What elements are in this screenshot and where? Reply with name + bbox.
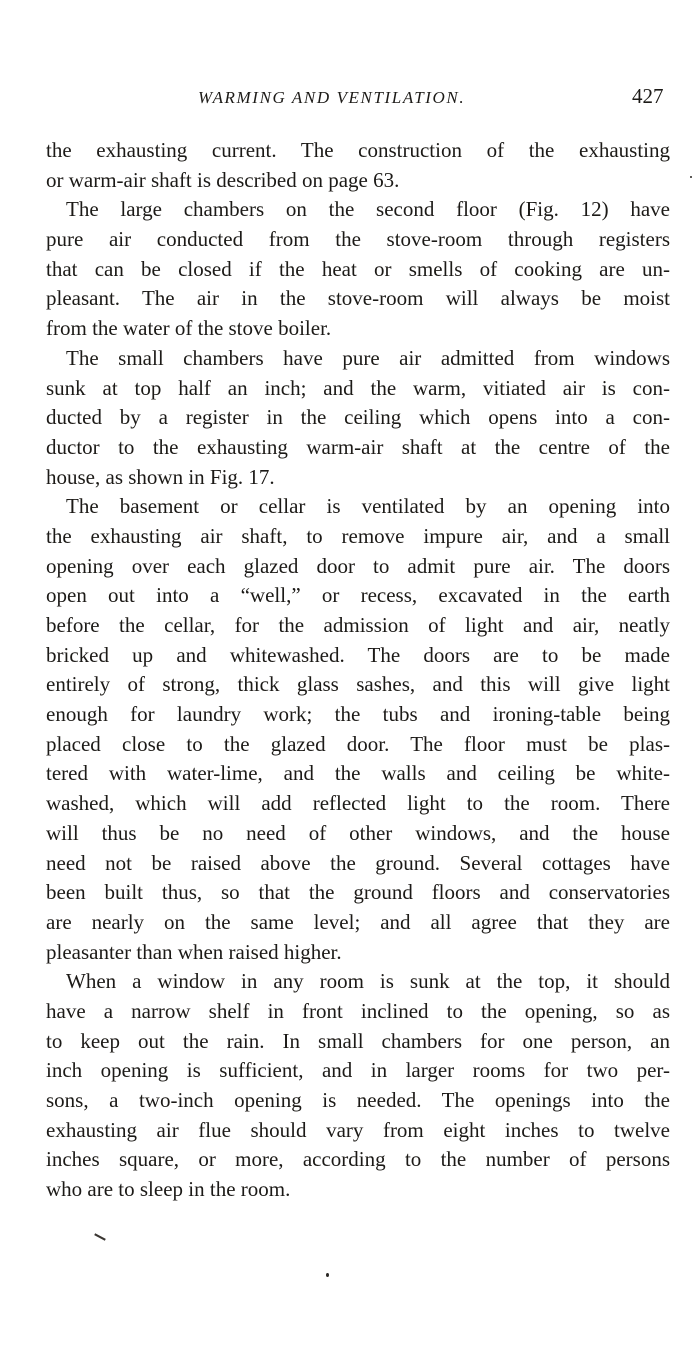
paragraph bbox=[46, 136, 670, 195]
text-line: washed, which will add reflected light to the room. There bbox=[46, 791, 670, 816]
text-line: bricked up and whitewashed. The doors are to be made bbox=[46, 642, 670, 667]
text-line: pleasant. The air in the stove-room will always be moist bbox=[46, 286, 670, 311]
text-line: before the cellar, for the admission of light and air, neatly bbox=[46, 613, 670, 637]
text-line: or warm-air shaft is described on page 63. bbox=[46, 167, 400, 192]
paragraph bbox=[46, 492, 670, 967]
text-line: been built thus, so that the ground floors and conservatories bbox=[46, 880, 670, 905]
text-line: The basement or cellar is ventilated by an opening into bbox=[66, 494, 670, 519]
text-line: ductor to the exhausting warm-air shaft at the centre of the bbox=[46, 434, 670, 459]
text-line: from the water of the stove boiler. bbox=[46, 316, 332, 341]
ink-speck bbox=[326, 1273, 329, 1277]
text-line: open out into a “well,” or recess, excavated in the earth bbox=[46, 583, 670, 608]
text-line: sunk at top half an inch; and the warm, vitiated air is con- bbox=[46, 375, 670, 400]
running-title: WARMING AND VENTILATION. bbox=[198, 88, 466, 107]
text-line: will thus be no need of other windows, and the house bbox=[46, 820, 670, 845]
text-line: need not be raised above the ground. Several cottages have bbox=[46, 850, 670, 875]
text-line: inch opening is sufficient, and in larger rooms for two per- bbox=[46, 1058, 670, 1083]
paragraph bbox=[46, 195, 670, 343]
text-line: the exhausting air shaft, to remove impure air, and a small bbox=[46, 523, 670, 548]
text-line: are nearly on the same level; and all agree that they are bbox=[46, 909, 670, 934]
text-line: When a window in any room is sunk at the top, it should bbox=[66, 969, 670, 994]
text-line: sons, a two-inch opening is needed. The openings into the bbox=[46, 1088, 670, 1112]
running-header bbox=[0, 84, 700, 114]
text-line: to keep out the rain. In small chambers for one person, an bbox=[46, 1028, 670, 1053]
text-line: ducted by a register in the ceiling which opens into a con- bbox=[46, 405, 670, 430]
text-line: who are to sleep in the room. bbox=[46, 1177, 291, 1202]
paragraph bbox=[46, 967, 670, 1205]
text-line: pure air conducted from the stove-room through registers bbox=[46, 227, 670, 252]
stray-mark bbox=[94, 1233, 106, 1240]
text-line: tered with water-lime, and the walls and ceiling be white- bbox=[46, 761, 670, 786]
text-line: the exhausting current. The construction of the exhausting bbox=[46, 138, 670, 162]
text-line: placed close to the glazed door. The floor must be plas- bbox=[46, 731, 670, 756]
text-line: The large chambers on the second floor (Fig. 12) have bbox=[66, 197, 670, 222]
text-line: The small chambers have pure air admitted from windows bbox=[66, 345, 670, 370]
ink-speck bbox=[690, 176, 692, 178]
text-line: inches square, or more, according to the number of persons bbox=[46, 1147, 670, 1172]
text-line: opening over each glazed door to admit pure air. The doors bbox=[46, 553, 670, 578]
text-line: have a narrow shelf in front inclined to the opening, so as bbox=[46, 998, 670, 1023]
text-line: house, as shown in Fig. 17. bbox=[46, 464, 275, 489]
text-line: entirely of strong, thick glass sashes, and this will give light bbox=[46, 672, 670, 697]
page-number: 427 bbox=[632, 84, 664, 108]
body-text bbox=[46, 136, 670, 1205]
text-line: enough for laundry work; the tubs and ironing-table being bbox=[46, 702, 670, 727]
text-line: exhausting air flue should vary from eight inches to twelve bbox=[46, 1117, 670, 1142]
text-line: that can be closed if the heat or smells of cooking are un- bbox=[46, 256, 670, 281]
text-line: pleasanter than when raised higher. bbox=[46, 939, 342, 964]
paragraph bbox=[46, 344, 670, 492]
